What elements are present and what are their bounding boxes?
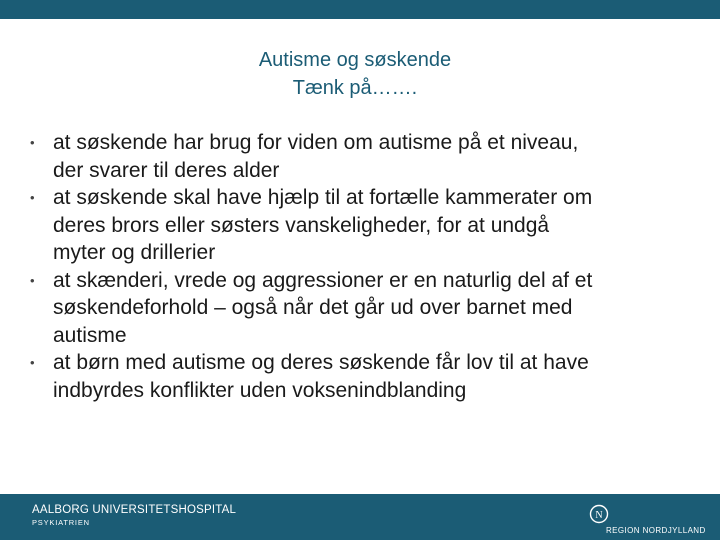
bullet-text-line: indbyrdes konflikter uden voksenindblanding xyxy=(53,378,467,402)
bullet-text-line: at søskende har brug for viden om autisme på et niveau, xyxy=(53,131,579,154)
bullet-item xyxy=(30,267,690,350)
bullet-icon: • xyxy=(30,355,35,370)
region-emblem-letter: N xyxy=(595,510,603,521)
region-name: REGION NORDJYLLAND xyxy=(606,526,706,535)
bullet-icon: • xyxy=(30,135,35,150)
bullet-text-line: der svarer til deres alder xyxy=(53,158,280,182)
bullet-item xyxy=(30,129,690,184)
hospital-name: AALBORG UNIVERSITETSHOSPITAL xyxy=(32,504,237,516)
bullet-icon: • xyxy=(30,190,35,205)
bullet-text-line: myter og drillerier xyxy=(53,241,216,264)
bullet-text-line: at børn med autisme og deres søskende får lov til at have xyxy=(53,351,589,374)
title-line-2: Tænk på……. xyxy=(292,77,418,99)
bullet-item xyxy=(30,349,690,404)
bullet-text-line: autisme xyxy=(53,323,127,347)
footer-bar xyxy=(0,494,720,540)
department-name: PSYKIATRIEN xyxy=(32,518,90,527)
bullet-text-line: søskendeforhold – også når det går ud over barnet med xyxy=(53,296,573,319)
bullet-item xyxy=(30,184,690,267)
hospital-logo xyxy=(32,504,236,529)
region-emblem-icon xyxy=(588,503,610,525)
bullet-text-line: at skænderi, vrede og aggressioner er en naturlig del af et xyxy=(53,268,593,292)
bullet-list xyxy=(30,129,690,404)
bullet-icon: • xyxy=(30,272,35,288)
title-line-1: Autisme og søskende xyxy=(258,49,452,71)
top-banner xyxy=(0,0,720,19)
slide-title xyxy=(0,46,720,102)
bullet-text-line: deres brors eller søsters vanskeligheder, for at undgå xyxy=(53,213,550,237)
bullet-text-line: at søskende skal have hjælp til at fortælle kammerater om xyxy=(53,186,593,209)
